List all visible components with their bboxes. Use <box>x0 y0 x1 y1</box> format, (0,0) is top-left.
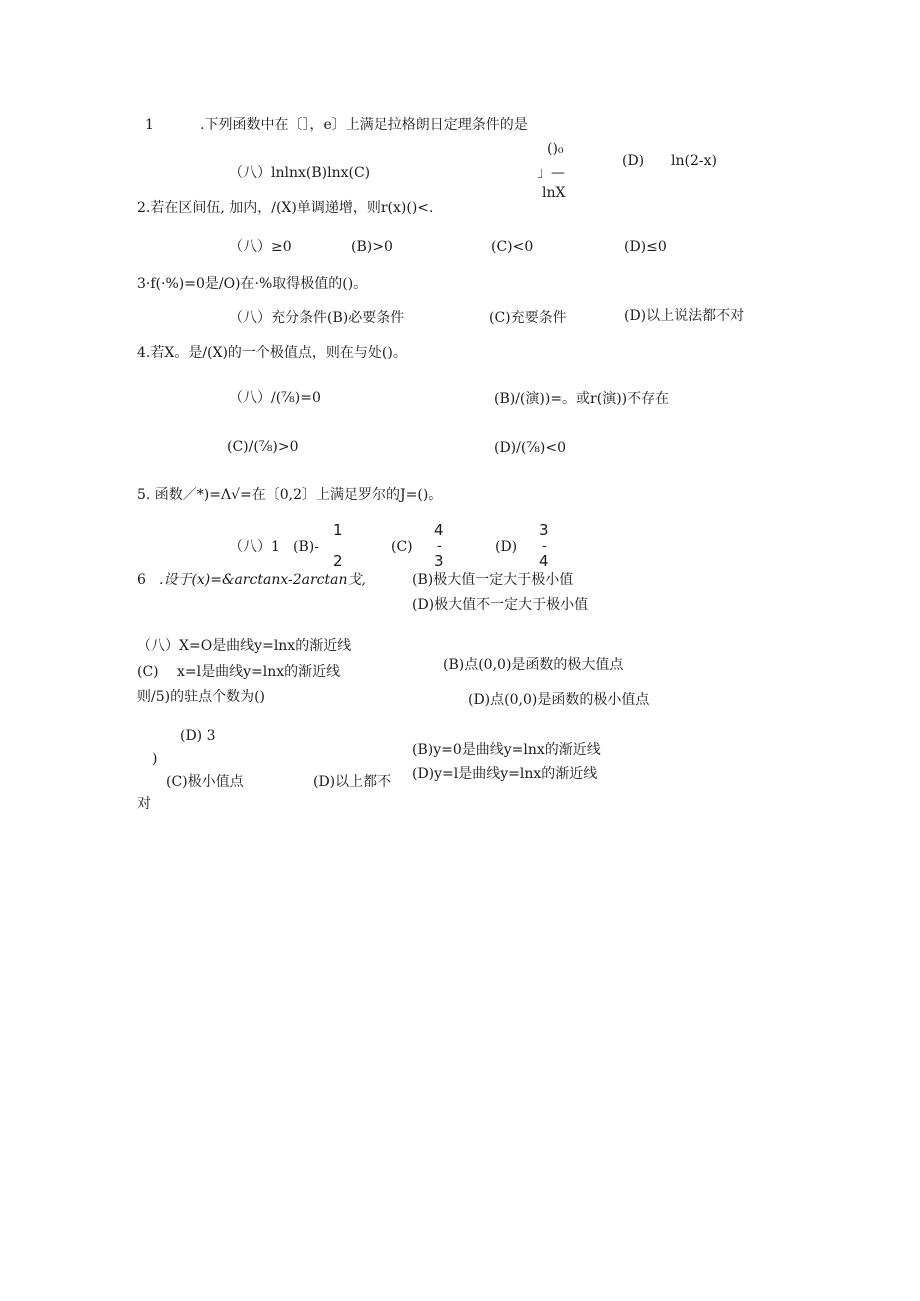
q5-option-d-numerator: 3 <box>539 521 549 539</box>
q2-stem: 2.若在区间伍, 加内，/(X)单调递增，则r(x)()<. <box>137 200 434 216</box>
q5-option-a: （八）1 <box>229 539 280 555</box>
min-point-option-d: (D)点(0,0)是函数的极小值点 <box>468 692 650 708</box>
q4-option-a: （八）/(⅞)=0 <box>229 390 321 406</box>
q5-option-c-bar: - <box>437 538 442 554</box>
q1-option-d-value: ln(2-x) <box>671 153 717 169</box>
q5-option-d-denominator: 4 <box>539 552 549 570</box>
q6-number: 6 <box>137 572 146 588</box>
q6-option-d: (D)极大值不一定大于极小值 <box>412 597 589 613</box>
extremum-option-d-continued: 对 <box>137 796 151 812</box>
q6-stem: .设于(x)=&arctanx-2arctan戈, <box>159 572 366 588</box>
extremum-option-d: (D)以上都不 <box>313 774 392 790</box>
q1-stem: .下列函数中在〔］，e〕上满足拉格朗日定理条件的是 <box>200 117 528 133</box>
q3-option-d: (D)以上说法都不对 <box>624 308 745 324</box>
q5-stem: 5. 函数／*)=Λ√=在〔0,2〕上满足罗尔的J=()。 <box>137 487 443 503</box>
q1-option-c-bottom: lnX <box>542 185 566 201</box>
q5-option-b-numerator: 1 <box>333 521 343 539</box>
extremum-option-c: (C)极小值点 <box>166 774 244 790</box>
q2-option-a: （八）≥0 <box>229 239 292 255</box>
stationary-count-stem: 则/5)的驻点个数为() <box>137 689 266 705</box>
q6-option-b: (B)极大值一定大于极小值 <box>412 572 574 588</box>
q3-option-a-b: （八）充分条件(B)必要条件 <box>229 310 405 326</box>
asymptote-option-d: (D)y=l是曲线y=lnx的渐近线 <box>412 766 598 782</box>
max-point-option-b: (B)点(0,0)是函数的极大值点 <box>443 657 624 673</box>
q1-paren: ()₀ <box>547 141 564 157</box>
q1-option-a-b-c: （八）lnlnx(B)lnx(C) <box>229 165 371 181</box>
q1-number: 1 <box>145 117 154 133</box>
q5-option-c-numerator: 4 <box>434 521 444 539</box>
q4-option-c: (C)/(⅞)>0 <box>227 439 299 455</box>
q5-option-d-bar: - <box>542 538 547 554</box>
q4-stem: 4.若X。是/(X)的一个极值点，则在与处()。 <box>137 345 407 361</box>
closing-paren: ) <box>152 751 158 767</box>
asymptote-option-c: x=l是曲线y=lnx的渐近线 <box>177 664 341 680</box>
q1-option-d-label: (D) <box>622 153 645 169</box>
q5-option-c-label: (C) <box>391 539 413 555</box>
asymptote-option-a: （八）X=O是曲线y=lnx的渐近线 <box>137 638 352 654</box>
q2-option-b: (B)>0 <box>351 239 393 255</box>
q1-option-c-top: 」— <box>537 165 565 181</box>
q4-option-d: (D)/(⅞)<0 <box>494 440 566 456</box>
q5-option-d-label: (D) <box>495 539 518 555</box>
q5-option-b-label: (B)- <box>293 539 319 555</box>
q3-option-c: (C)充要条件 <box>489 310 567 326</box>
q5-option-b-denominator: 2 <box>333 552 343 570</box>
q3-stem: 3·f(·%)=0是/O)在·%取得极值的()。 <box>137 276 368 292</box>
q2-option-c: (C)<0 <box>491 239 534 255</box>
q2-option-d: (D)≤0 <box>624 239 667 255</box>
q5-option-c-denominator: 3 <box>434 552 444 570</box>
q4-option-b: (B)/(演))=。或r(演))不存在 <box>494 391 670 407</box>
count-option-d: (D) 3 <box>180 728 216 744</box>
asymptote-option-b: (B)y=0是曲线y=lnx的渐近线 <box>412 742 601 758</box>
asymptote-option-c-label: (C) <box>137 664 159 680</box>
